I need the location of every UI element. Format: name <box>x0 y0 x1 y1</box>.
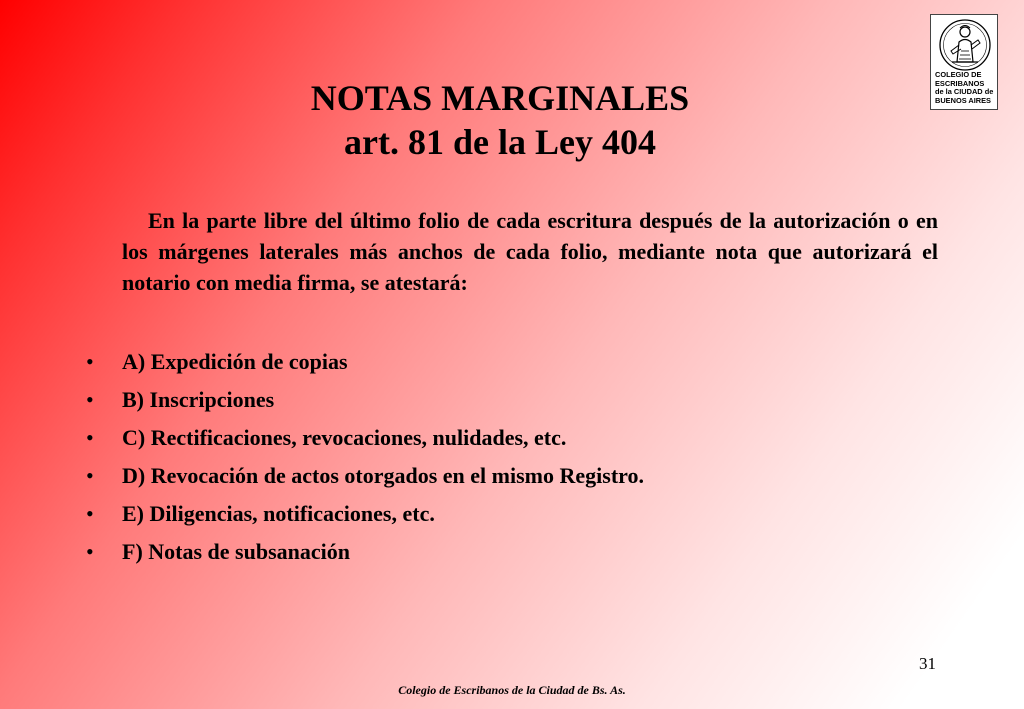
bullet-list <box>86 343 886 571</box>
list-item <box>86 419 886 457</box>
bullet-icon: • <box>86 349 94 374</box>
slide-title <box>0 76 1000 164</box>
list-item <box>86 343 886 381</box>
list-item <box>86 381 886 419</box>
page-number: 31 <box>919 654 936 673</box>
body-paragraph: En la parte libre del último folio de cada escritura después de la autorización o en los márgenes laterales más anchos de cada folio, mediante nota que autorizará el notario con media firma, se atestará: <box>122 208 938 295</box>
bullet-icon: • <box>86 425 94 450</box>
bullet-icon: • <box>86 539 94 564</box>
seal-figure-icon <box>937 18 993 72</box>
list-item <box>86 457 886 495</box>
list-item-text: A) Expedición de copias <box>122 349 348 374</box>
logo-line: BUENOS AIRES <box>935 95 991 105</box>
list-item-text: C) Rectificaciones, revocaciones, nulidades, etc. <box>122 425 567 450</box>
bullet-icon: • <box>86 463 94 488</box>
title-line-2: art. 81 de la Ley 404 <box>344 122 656 162</box>
list-item-text: E) Diligencias, notificaciones, etc. <box>122 501 435 526</box>
bullet-icon: • <box>86 501 94 526</box>
list-item <box>86 495 886 533</box>
list-item-text: D) Revocación de actos otorgados en el mismo Registro. <box>122 463 645 488</box>
footer-text: Colegio de Escribanos de la Ciudad de Bs. As. <box>398 683 626 697</box>
list-item <box>86 533 886 571</box>
logo-line: de la CIUDAD de <box>935 87 994 97</box>
logo-line: COLEGIO DE <box>935 70 982 79</box>
list-item-text: B) Inscripciones <box>122 387 275 412</box>
title-line-1: NOTAS MARGINALES <box>310 78 690 118</box>
bullet-icon: • <box>86 387 94 412</box>
list-item-text: F) Notas de subsanación <box>122 539 350 564</box>
logo-line: ESCRIBANOS <box>935 78 985 88</box>
